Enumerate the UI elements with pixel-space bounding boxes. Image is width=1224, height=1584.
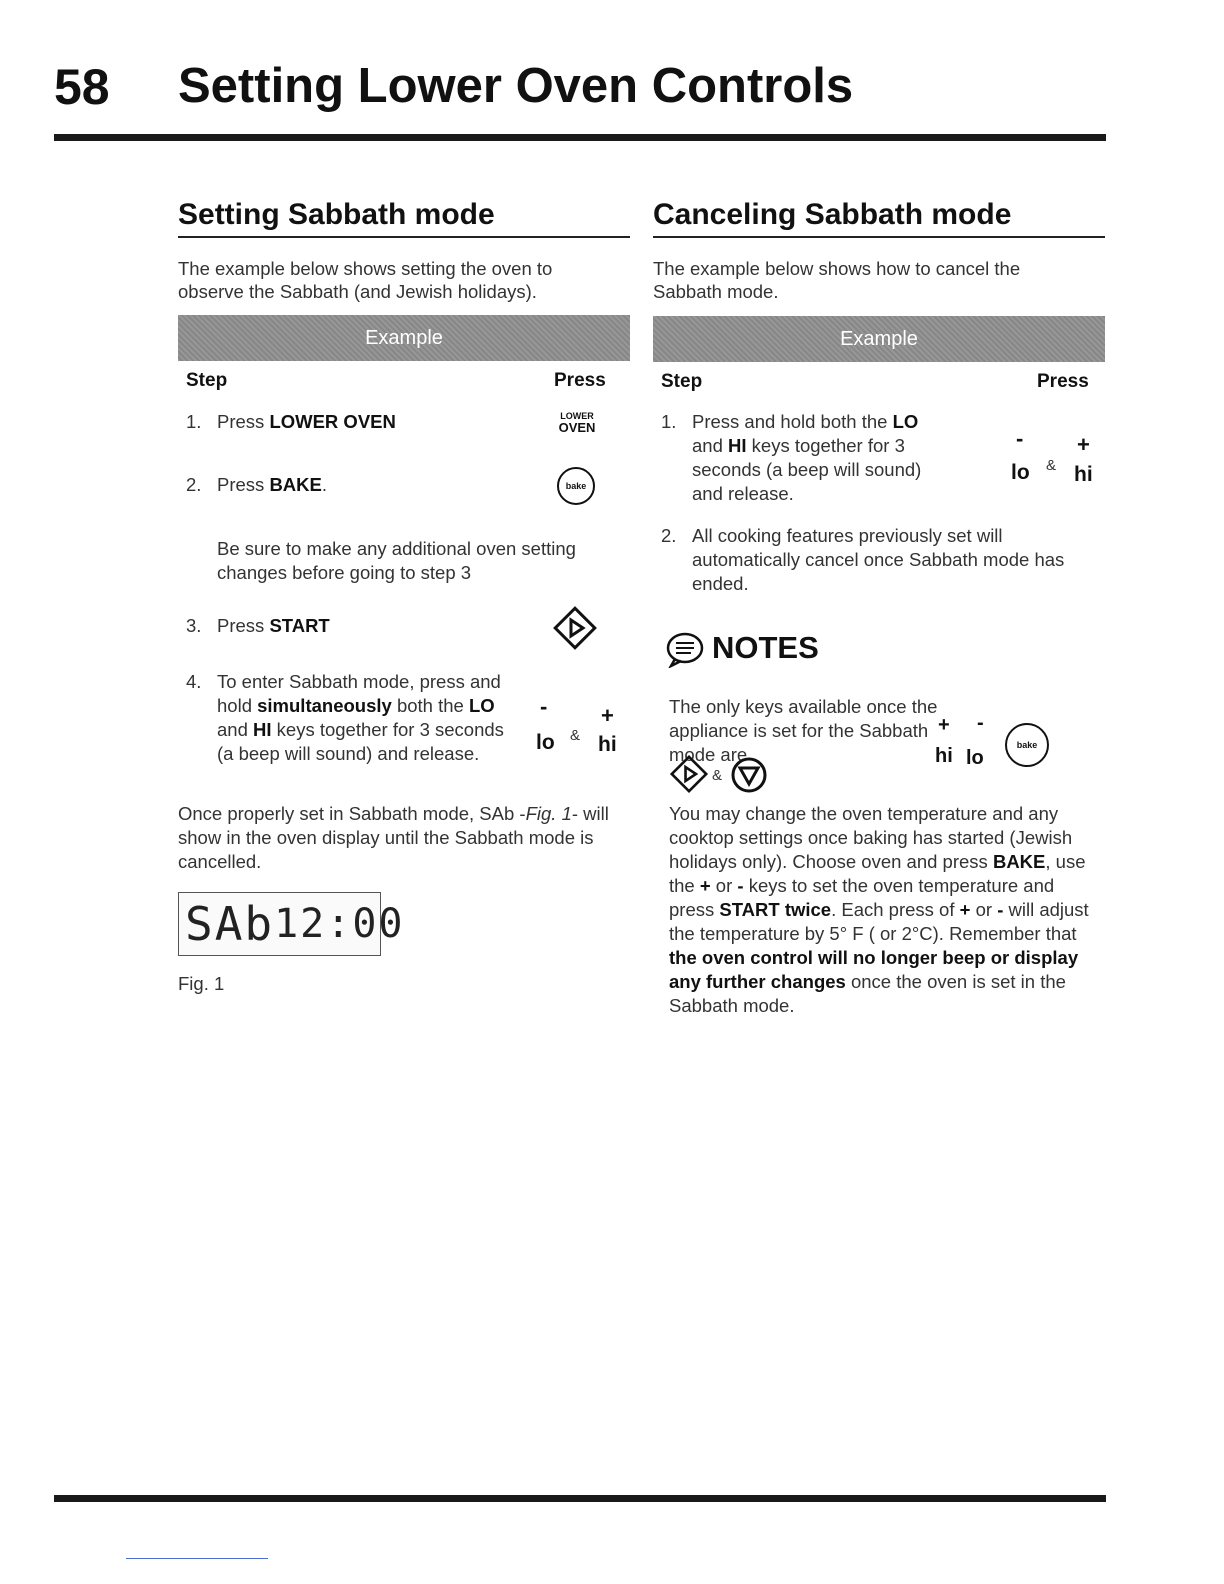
step-text: Press [217, 474, 270, 495]
ampersand: & [570, 727, 581, 744]
step-emphasis: simultaneously [257, 695, 392, 716]
step-text: both the [391, 695, 469, 716]
notes-key-name: + [959, 899, 971, 920]
notes-ampersand: & [712, 767, 723, 784]
step-key-name: START [269, 615, 330, 636]
fig-reference: Fig. 1 [525, 803, 572, 824]
step-key-name: LO [468, 695, 495, 716]
notes-bake-key-icon: bake [1005, 723, 1049, 767]
page-number: 58 [54, 59, 110, 115]
step-key-name: LO [892, 411, 919, 432]
notes-text: , use the [669, 851, 1086, 896]
left-step-4 [186, 670, 526, 790]
right-col-step: Step [661, 371, 703, 392]
minus-key-icon: - [977, 712, 984, 734]
lower-oven-key-line1: LOWER [560, 411, 594, 421]
minus-key-icon: - [540, 694, 548, 719]
notes-start-key-icon [669, 754, 709, 794]
notes-paragraph-2 [669, 802, 1089, 1018]
lo-key-label: lo [536, 731, 555, 754]
after-text: Once properly set in Sabbath mode, SAb - [178, 803, 526, 824]
step-key-name: LOWER OVEN [269, 411, 396, 432]
left-col-step: Step [186, 370, 228, 391]
lo-key-label: lo [1011, 461, 1030, 484]
notes-emphasis: the oven control will no longer beep or display any further changes [669, 947, 1079, 992]
stop-key-icon [730, 756, 768, 794]
notes-text: keys to set the oven temperature and press [669, 875, 1055, 920]
plus-key-icon: + [1077, 432, 1090, 457]
notes-key-name: - [737, 875, 744, 896]
step-text: To enter Sabbath mode, press and hold [217, 671, 501, 716]
start-key-icon [552, 605, 598, 651]
step-text: and [692, 435, 729, 456]
minus-key-icon: - [1016, 426, 1024, 451]
notes-text: . Each press of [831, 899, 960, 920]
left-section-heading: Setting Sabbath mode [178, 200, 630, 238]
notes-text: or [710, 875, 738, 896]
notes-text: will adjust the temperature by 5° F ( or 2°C). Remember that [669, 899, 1089, 944]
notes-lo-label: lo [966, 747, 984, 769]
lcd-time: 12:00 [274, 901, 405, 947]
step-number: 2. [186, 474, 202, 495]
step-text: Press and hold both the [692, 411, 893, 432]
plus-key-icon: + [938, 714, 950, 736]
right-intro: The example below shows how to cancel the Sabbath mode. [653, 258, 1021, 302]
left-step-3 [186, 614, 526, 640]
notes-key-name: START twice [719, 899, 832, 920]
left-step-1 [186, 410, 526, 436]
lcd-mode-text: SAb [185, 897, 275, 951]
left-col-press: Press [554, 370, 606, 391]
right-col-press: Press [1037, 371, 1089, 392]
right-example-banner: Example [653, 316, 1105, 362]
oven-display-lcd [178, 892, 405, 956]
notes-key-name: + [699, 875, 711, 896]
notes-hi-label: hi [935, 745, 953, 767]
step-key-name: HI [253, 719, 272, 740]
step-text-end: . [321, 474, 327, 495]
notes-paragraph-1: The only keys available once the appliance is set for the Sabbath mode are [669, 696, 938, 765]
step-number: 2. [661, 525, 677, 546]
notes-text: You may change the oven temperature and any cooktop settings once baking has started (Jewish holidays only). Choose oven and press [669, 803, 1073, 872]
hi-key-label: hi [1074, 463, 1093, 486]
notes-title: NOTES [712, 630, 819, 665]
right-step-1 [661, 410, 961, 510]
notes-icon [665, 632, 705, 668]
ampersand: & [1046, 457, 1057, 474]
footer-link-line [126, 1558, 268, 1559]
right-step-2 [661, 524, 1101, 599]
step-number: 3. [186, 615, 202, 636]
step-number: 1. [186, 411, 202, 432]
page-title: Setting Lower Oven Controls [178, 59, 854, 113]
lower-oven-key-icon [551, 410, 603, 434]
left-step-note: Be sure to make any additional oven setting changes before going to step 3 [217, 538, 576, 583]
step-text: Press [217, 411, 270, 432]
figure-caption: Fig. 1 [178, 973, 225, 994]
lower-oven-key-line2: OVEN [558, 420, 596, 435]
left-example-banner: Example [178, 315, 630, 361]
step-text: Press [217, 615, 270, 636]
notes-text: or [970, 899, 998, 920]
plus-key-icon: + [601, 703, 614, 728]
right-section-heading: Canceling Sabbath mode [653, 200, 1105, 238]
step-text: All cooking features previously set will automatically cancel once Sabbath mode has ended. [692, 525, 1065, 594]
left-intro: The example below shows setting the oven to observe the Sabbath (and Jewish holidays). [178, 258, 553, 302]
left-after-paragraph [178, 802, 618, 874]
notes-text: once the oven is set in the Sabbath mode. [669, 971, 1066, 1016]
left-step-2 [186, 473, 526, 499]
footer-rule [54, 1495, 1106, 1502]
header-rule [54, 134, 1106, 141]
step-number: 1. [661, 411, 677, 432]
after-text: - will show in the oven display until the Sabbath mode is cancelled. [178, 803, 609, 872]
bake-key-icon: bake [557, 467, 595, 505]
step-key-name: BAKE [269, 474, 322, 495]
step-text: keys together for 3 seconds (a beep will sound) and release. [217, 719, 504, 764]
step-text: and [217, 719, 254, 740]
step-text: keys together for 3 seconds (a beep will sound) and release. [692, 435, 922, 504]
step-number: 4. [186, 671, 202, 692]
step-key-name: HI [728, 435, 747, 456]
notes-key-name: BAKE [992, 851, 1046, 872]
hi-key-label: hi [598, 733, 617, 756]
notes-key-name: - [997, 899, 1004, 920]
